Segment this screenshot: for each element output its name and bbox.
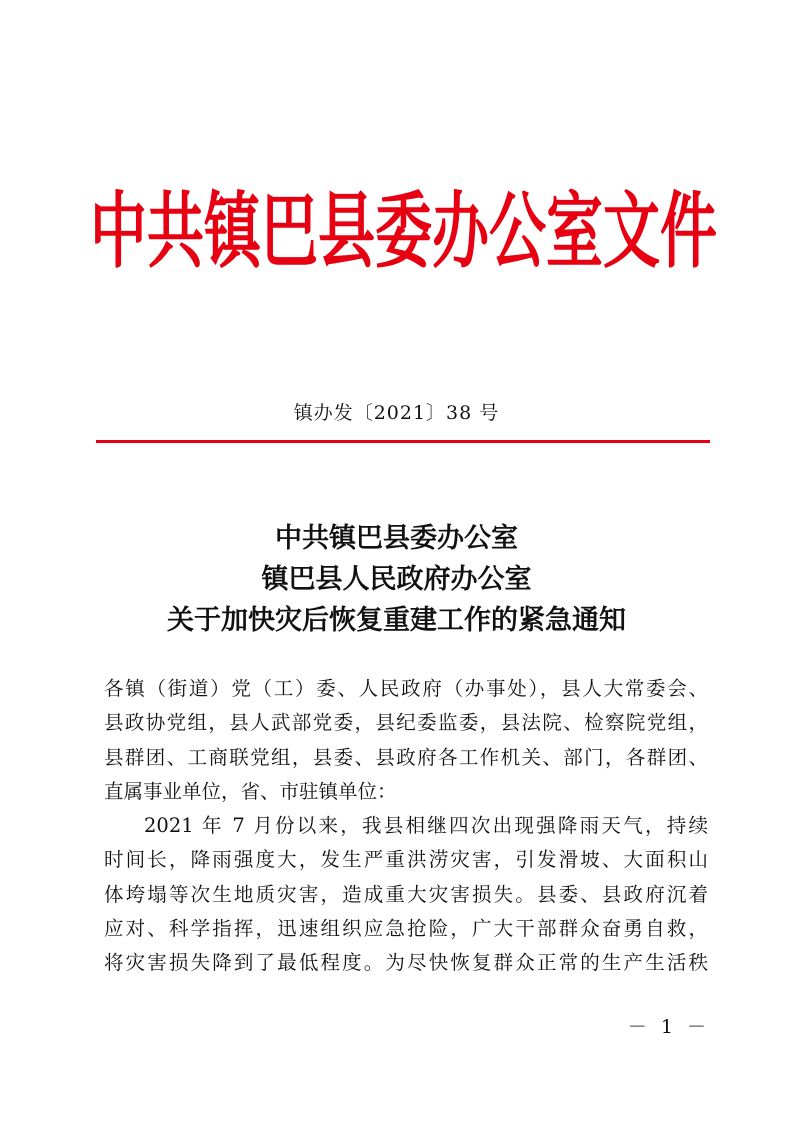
- masthead-char: 委: [375, 183, 432, 280]
- document-title: [0, 518, 793, 641]
- addressee-block: [104, 672, 708, 809]
- masthead-char: 室: [546, 183, 603, 280]
- paragraph-line: 体垮塌等次生地质灾害，造成重大灾害损失。县委、县政府沉着: [104, 882, 708, 906]
- masthead-char: 中: [90, 183, 147, 280]
- title-line-3: 关于加快灾后恢复重建工作的紧急通知: [167, 605, 626, 636]
- masthead-char: 公: [489, 183, 546, 280]
- title-line-2: 镇巴县人民政府办公室: [261, 564, 532, 595]
- page-number: － 1 －: [627, 1016, 710, 1038]
- document-number: 镇办发〔2021〕38 号: [293, 402, 500, 424]
- title-line-1: 中共镇巴县委办公室: [275, 523, 518, 554]
- addressee-line: 县政协党组，县人武部党委，县纪委监委，县法院、检察院党组，: [104, 711, 708, 735]
- masthead-char: 共: [147, 183, 204, 280]
- addressee-line: 直属事业单位，省、市驻镇单位：: [104, 779, 397, 803]
- masthead-char: 件: [660, 183, 717, 280]
- addressee-line: 各镇（街道）党（工）委、人民政府（办事处），县人大常委会、: [104, 677, 708, 700]
- paragraph-line: 应对、科学指挥，迅速组织应急抢险，广大干部群众奋勇自救，: [104, 917, 708, 941]
- addressee-line: 县群团、工商联党组，县委、县政府各工作机关、部门，各群团、: [104, 745, 708, 769]
- paragraph-line: 2021 年 7 月份以来，我县相继四次出现强降雨天气，持续: [144, 814, 708, 838]
- red-divider-line: [96, 440, 710, 443]
- masthead-char: 巴: [261, 183, 318, 280]
- masthead-title: [90, 156, 717, 308]
- document-body: [104, 672, 708, 981]
- paragraph-line: 时间长，降雨强度大，发生严重洪涝灾害，引发滑坡、大面积山: [104, 848, 708, 872]
- paragraph-line: 将灾害损失降到了最低程度。为尽快恢复群众正常的生产生活秩: [104, 951, 708, 975]
- masthead-char: 办: [432, 183, 489, 280]
- masthead-char: 县: [318, 183, 375, 280]
- paragraph-1: [104, 809, 708, 980]
- masthead-char: 文: [603, 183, 660, 280]
- masthead-char: 镇: [204, 183, 261, 280]
